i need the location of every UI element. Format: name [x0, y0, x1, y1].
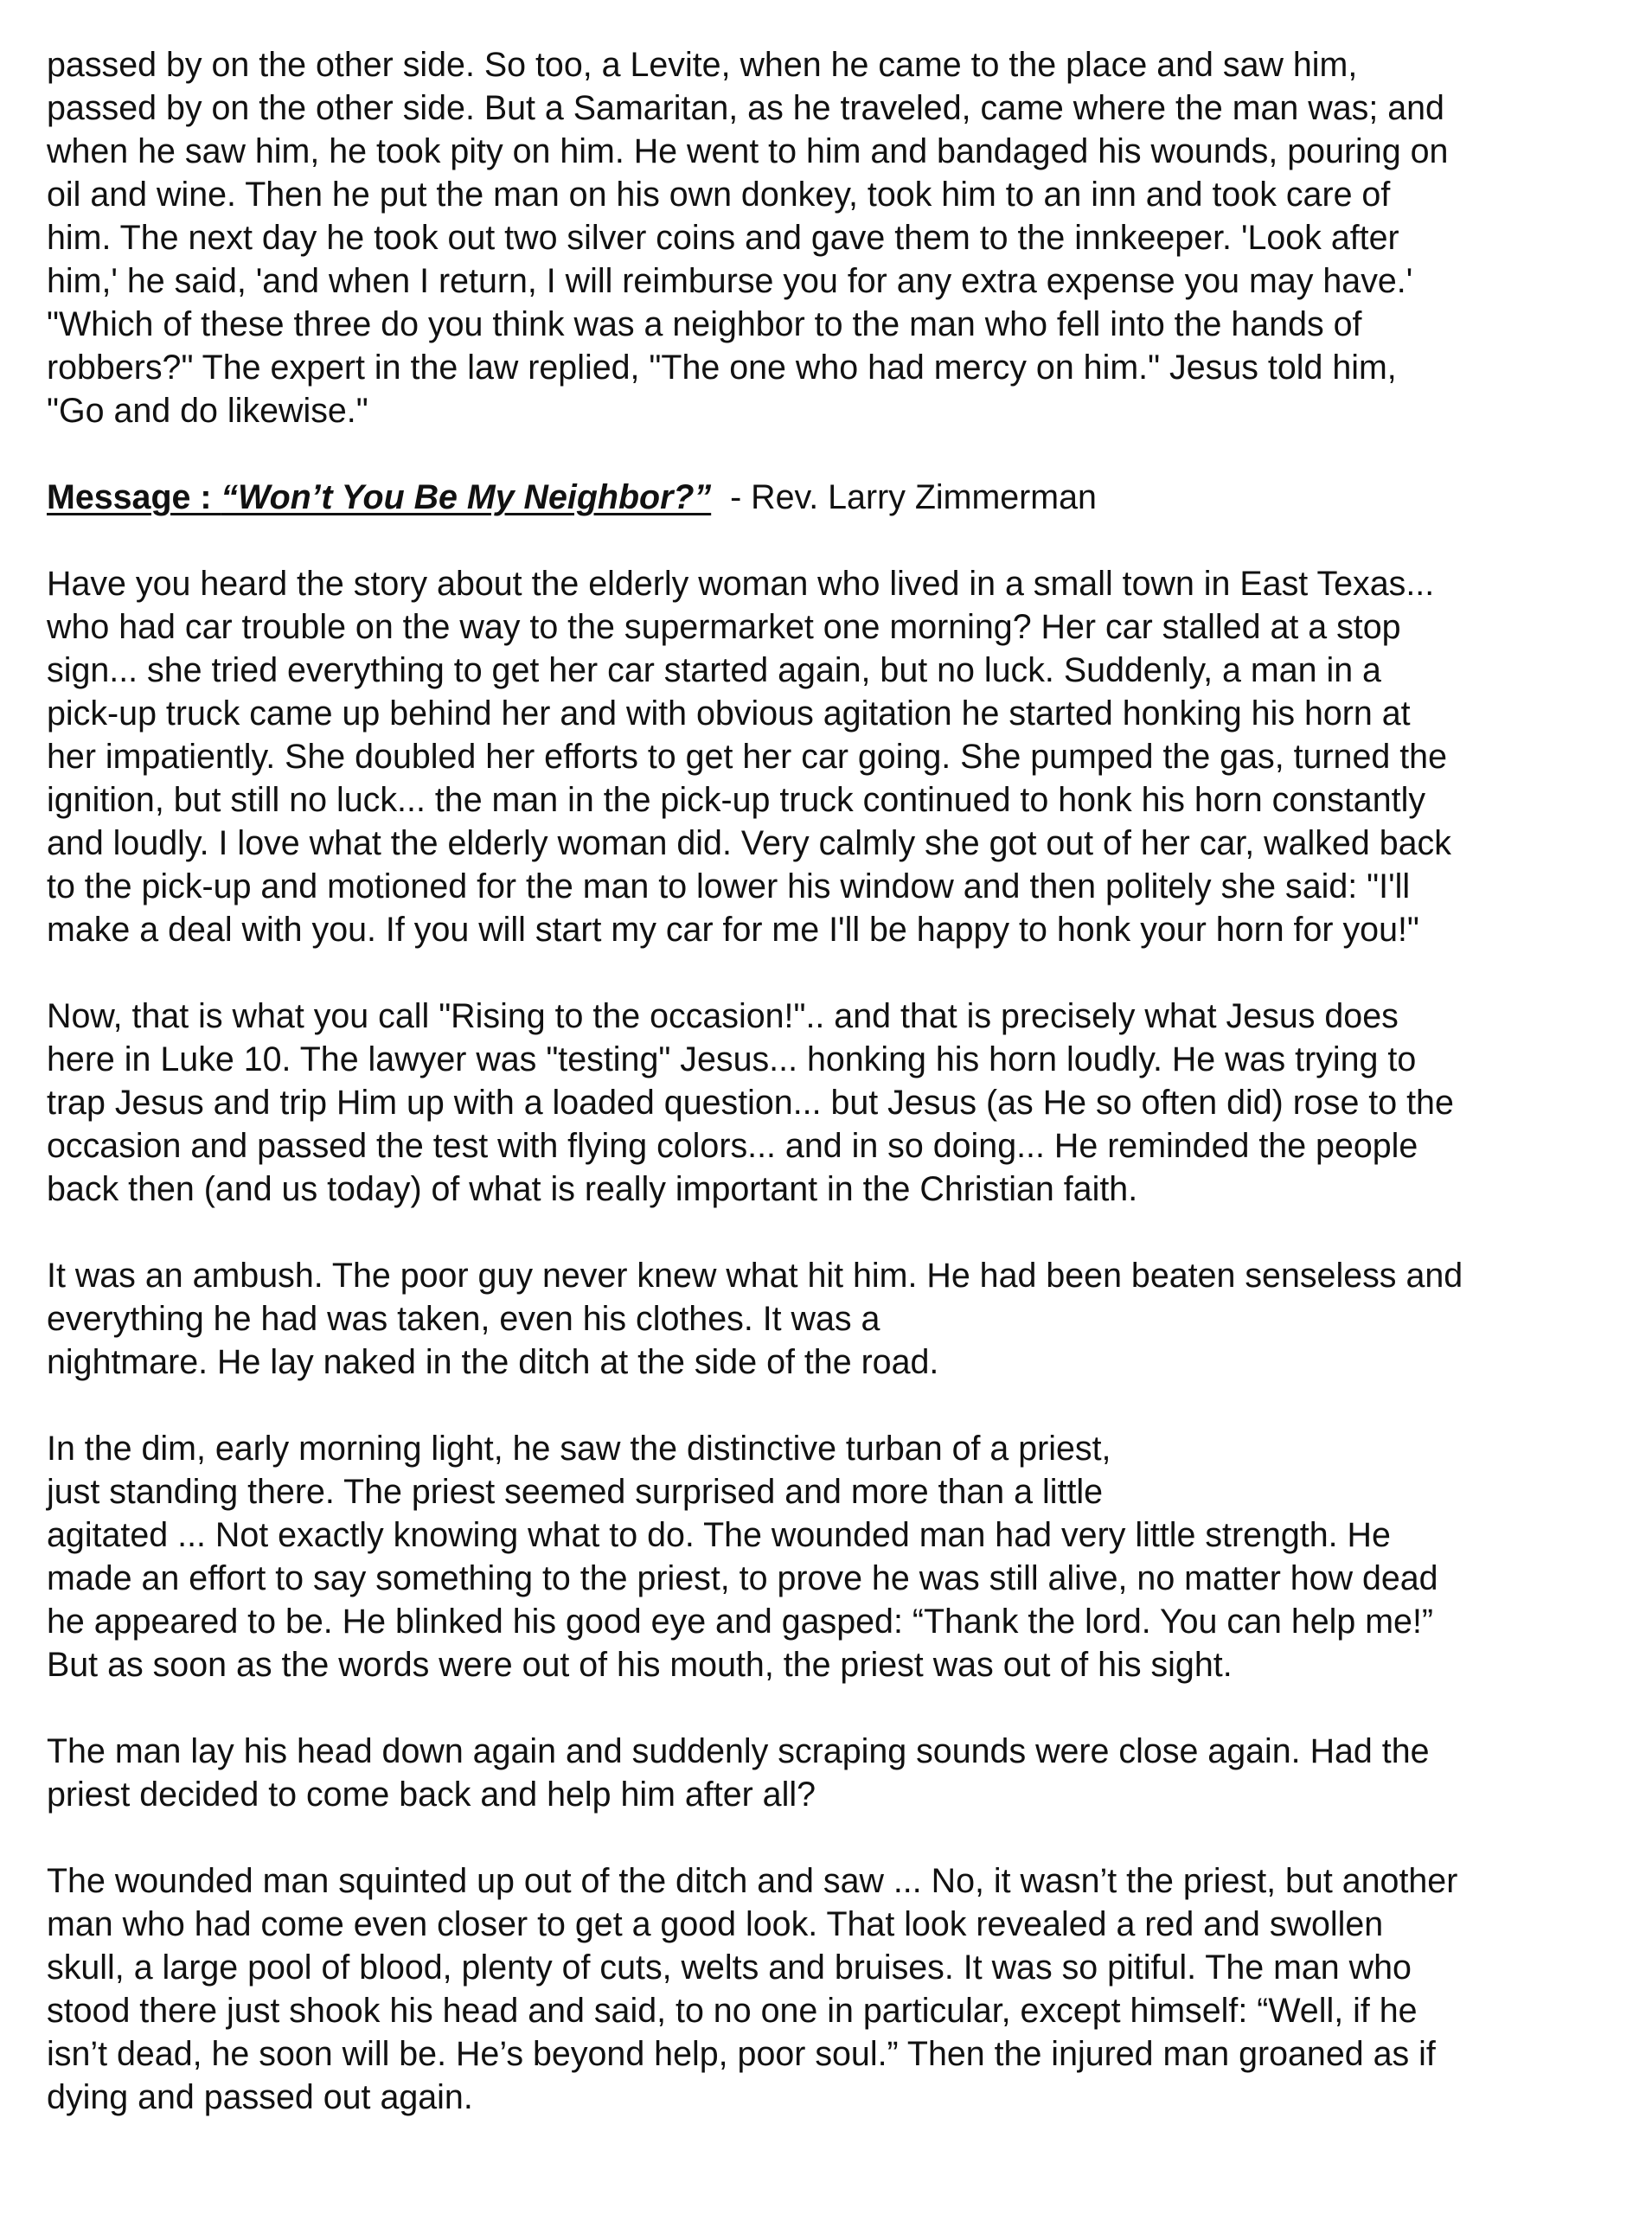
text-line: here in Luke 10. The lawyer was "testing" Jesus... honking his horn loudly. He was trying to: [47, 1040, 1417, 1078]
body-paragraph: [47, 562, 1617, 951]
message-heading: [47, 476, 1617, 519]
body-paragraph: [47, 1427, 1617, 1686]
text-line: and loudly. I love what the elderly woman did. Very calmly she got out of her car, walked back: [47, 824, 1451, 862]
text-line: dying and passed out again.: [47, 2078, 473, 2116]
body-paragraph: [47, 995, 1617, 1211]
text-line: just standing there. The priest seemed surprised and more than a little: [47, 1473, 1104, 1511]
text-line: make a deal with you. If you will start my car for me I'll be happy to honk your horn for you!": [47, 911, 1419, 949]
text-line: when he saw him, he took pity on him. He went to him and bandaged his wounds, pouring on: [47, 132, 1449, 170]
text-line: him,' he said, 'and when I return, I will reimburse you for any extra expense you may have.': [47, 262, 1413, 300]
text-line: But as soon as the words were out of his mouth, the priest was out of his sight.: [47, 1646, 1233, 1684]
text-line: ignition, but still no luck... the man in the pick-up truck continued to honk his horn constantly: [47, 781, 1426, 819]
text-line: "Go and do likewise.": [47, 392, 368, 430]
text-line: everything he had was taken, even his clothes. It was a: [47, 1300, 880, 1338]
text-line: trap Jesus and trip Him up with a loaded question... but Jesus (as He so often did) rose to the: [47, 1084, 1454, 1122]
message-title: “Won’t You Be My Neighbor?”: [221, 478, 712, 516]
text-line: "Which of these three do you think was a neighbor to the man who fell into the hands of: [47, 305, 1362, 343]
text-line: skull, a large pool of blood, plenty of cuts, welts and bruises. It was so pitiful. The man who: [47, 1948, 1412, 1987]
text-line: passed by on the other side. So too, a Levite, when he came to the place and saw him,: [47, 46, 1358, 84]
text-line: pick-up truck came up behind her and with obvious agitation he started honking his horn at: [47, 694, 1411, 733]
text-line: stood there just shook his head and said, to no one in particular, except himself: “Well, if he: [47, 1992, 1418, 2030]
message-label: Message :: [47, 478, 221, 516]
text-line: her impatiently. She doubled her efforts to get her car going. She pumped the gas, turned the: [47, 738, 1447, 776]
text-line: priest decided to come back and help him after all?: [47, 1776, 816, 1814]
body-paragraph: [47, 1730, 1617, 1816]
text-line: to the pick-up and motioned for the man to lower his window and then politely she said: "I'll: [47, 867, 1411, 905]
text-line: oil and wine. Then he put the man on his own donkey, took him to an inn and took care of: [47, 176, 1391, 214]
text-line: Now, that is what you call "Rising to the occasion!".. and that is precisely what Jesus does: [47, 997, 1399, 1035]
text-line: man who had come even closer to get a good look. That look revealed a red and swollen: [47, 1905, 1384, 1943]
text-line: sign... she tried everything to get her car started again, but no luck. Suddenly, a man in a: [47, 651, 1381, 689]
text-line: The wounded man squinted up out of the ditch and saw ... No, it wasn’t the priest, but another: [47, 1862, 1458, 1900]
text-line: who had car trouble on the way to the supermarket one morning? Her car stalled at a stop: [47, 608, 1401, 646]
message-author: - Rev. Larry Zimmerman: [711, 478, 1097, 516]
body-paragraph: [47, 1254, 1617, 1384]
text-line: made an effort to say something to the priest, to prove he was still alive, no matter how dead: [47, 1559, 1438, 1597]
text-line: robbers?" The expert in the law replied, "The one who had mercy on him." Jesus told him,: [47, 349, 1397, 387]
text-line: It was an ambush. The poor guy never knew what hit him. He had been beaten senseless and: [47, 1257, 1463, 1295]
text-line: him. The next day he took out two silver coins and gave them to the innkeeper. 'Look after: [47, 219, 1399, 257]
text-line: he appeared to be. He blinked his good eye and gasped: “Thank the lord. You can help me!”: [47, 1603, 1434, 1641]
text-line: In the dim, early morning light, he saw the distinctive turban of a priest,: [47, 1430, 1111, 1468]
text-line: nightmare. He lay naked in the ditch at the side of the road.: [47, 1343, 939, 1381]
text-line: occasion and passed the test with flying colors... and in so doing... He reminded the people: [47, 1127, 1418, 1165]
text-line: The man lay his head down again and suddenly scraping sounds were close again. Had the: [47, 1732, 1430, 1770]
text-line: isn’t dead, he soon will be. He’s beyond help, poor soul.” Then the injured man groaned as if: [47, 2035, 1436, 2073]
text-line: passed by on the other side. But a Samaritan, as he traveled, came where the man was; and: [47, 89, 1444, 127]
text-line: agitated ... Not exactly knowing what to do. The wounded man had very little strength. He: [47, 1516, 1391, 1554]
text-line: Have you heard the story about the elderly woman who lived in a small town in East Texas...: [47, 565, 1435, 603]
body-paragraph: [47, 1859, 1617, 2119]
text-line: back then (and us today) of what is really important in the Christian faith.: [47, 1170, 1138, 1208]
scripture-paragraph: [47, 43, 1617, 432]
